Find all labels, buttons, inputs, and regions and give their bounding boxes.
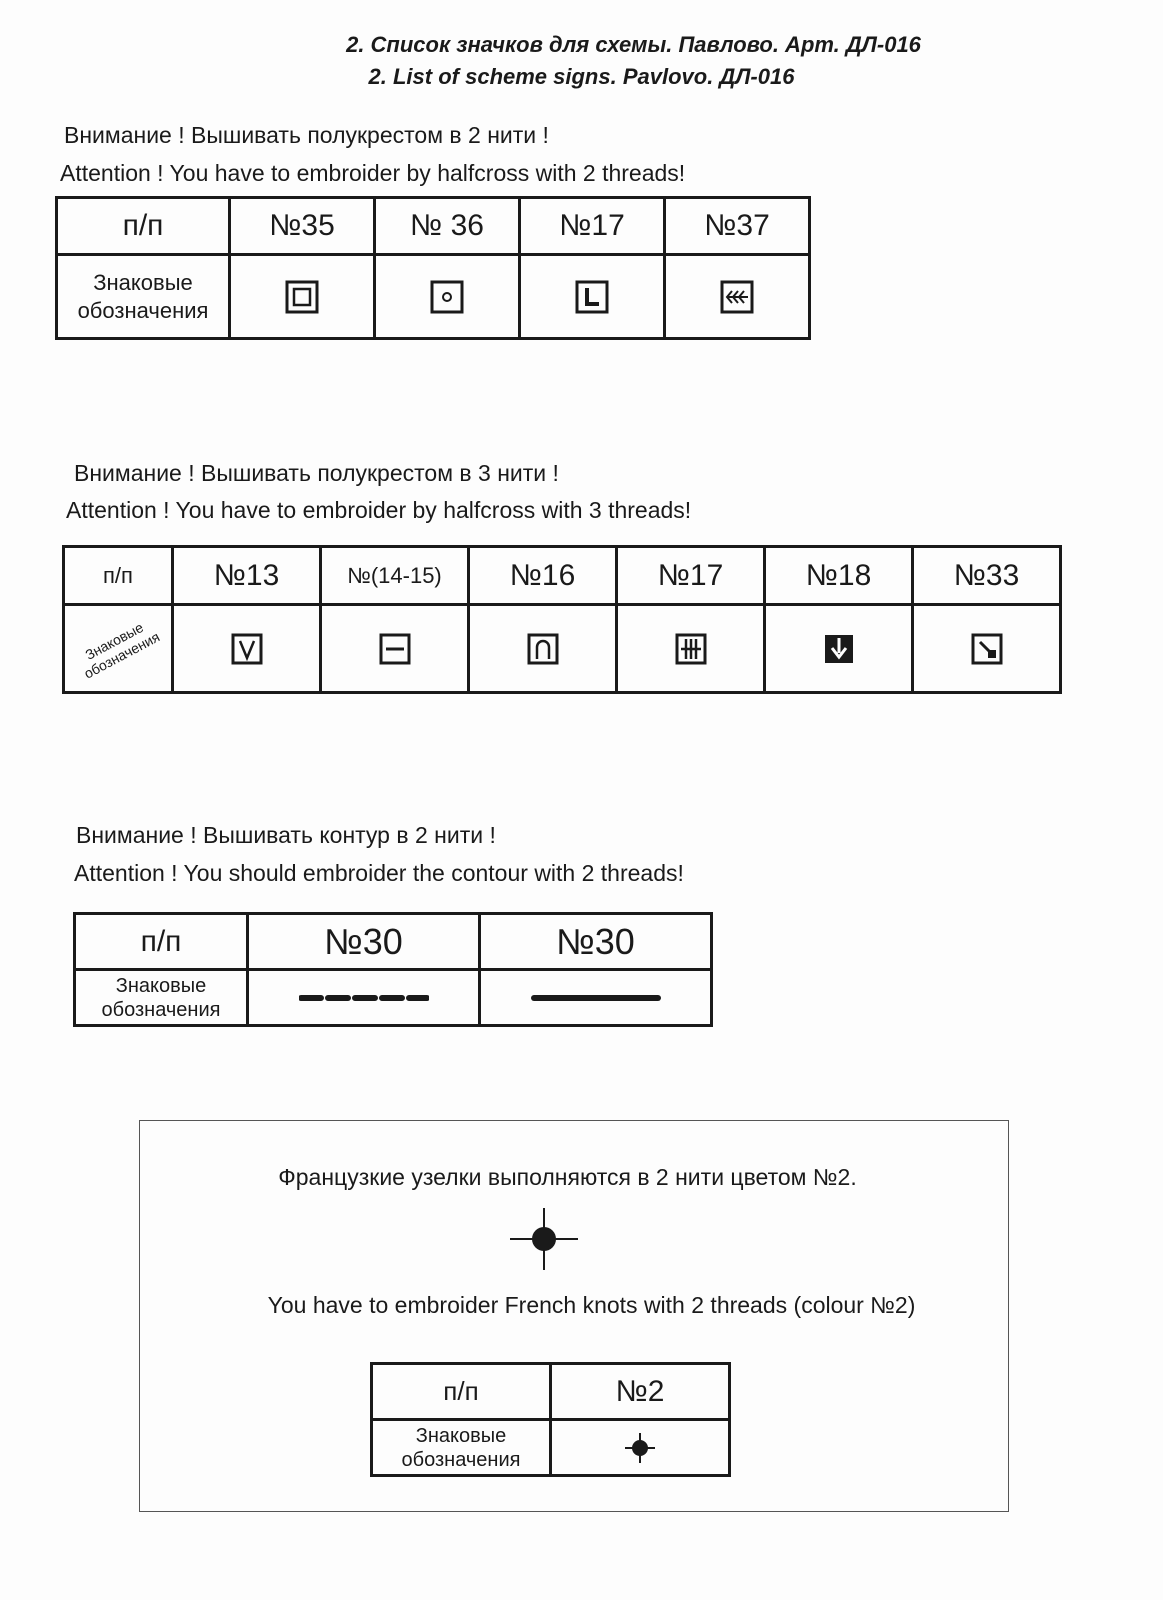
circle-in-square-icon [375, 255, 520, 339]
column-header: №33 [913, 547, 1061, 605]
section2-note-ru: Внимание ! Вышивать полукрестом в 3 нити ! [74, 460, 559, 486]
column-header: №17 [520, 198, 665, 255]
column-header: №37 [665, 198, 810, 255]
section3-note-en: Attention ! You should embroider the contour with 2 threads! [74, 860, 684, 886]
section2-note-en: Attention ! You have to embroider by halfcross with 3 threads! [66, 497, 692, 523]
square-in-square-icon [230, 255, 375, 339]
section3-note-ru: Внимание ! Вышивать контур в 2 нити ! [76, 822, 496, 848]
column-header: №30 [248, 914, 480, 970]
row-header: п/п [75, 914, 248, 970]
dashed-line-icon [248, 970, 480, 1026]
row-header: п/п [64, 547, 173, 605]
french-knot-icon [510, 1208, 578, 1270]
key-in-square-icon [913, 605, 1061, 693]
title-en: 2. List of scheme signs. Pavlovo. ДЛ-016 [368, 64, 795, 89]
section2-table [62, 545, 1062, 694]
column-header: №35 [230, 198, 375, 255]
row-label: Знаковые обозначения [75, 970, 248, 1026]
column-header: №30 [480, 914, 712, 970]
section1-note-en: Attention ! You have to embroider by halfcross with 2 threads! [60, 160, 686, 186]
title-ru: 2. Список значков для схемы. Павлово. Арт. ДЛ-016 [346, 32, 921, 57]
arch-in-square-icon [469, 605, 617, 693]
column-header: №17 [617, 547, 765, 605]
column-header: № 36 [375, 198, 520, 255]
row-label: Знаковые обозначения [81, 618, 163, 682]
column-header: №(14-15) [321, 547, 469, 605]
section3-table [73, 912, 713, 1027]
column-header: №13 [173, 547, 321, 605]
section4-table [370, 1362, 731, 1477]
v-in-square-icon [173, 605, 321, 693]
row-label: Знаковые обозначения [372, 1420, 551, 1476]
section1-note-ru: Внимание ! Вышивать полукрестом в 2 нити ! [64, 122, 549, 148]
section4-note-ru: Французкие узелки выполняются в 2 нити цветом №2. [278, 1164, 857, 1190]
down-arrow-in-square-icon [765, 605, 913, 693]
row-label-cell [64, 605, 173, 693]
bars-in-square-icon [617, 605, 765, 693]
french-knot-icon [551, 1420, 730, 1476]
solid-line-icon [480, 970, 712, 1026]
dash-in-square-icon [321, 605, 469, 693]
row-label: Знаковые обозначения [57, 255, 230, 339]
l-in-square-icon [520, 255, 665, 339]
section1-table [55, 196, 811, 340]
column-header: №16 [469, 547, 617, 605]
row-header: п/п [372, 1364, 551, 1420]
row-header: п/п [57, 198, 230, 255]
section4-note-en: You have to embroider French knots with 2 threads (colour №2) [267, 1292, 916, 1318]
arrows-in-square-icon [665, 255, 810, 339]
column-header: №2 [551, 1364, 730, 1420]
column-header: №18 [765, 547, 913, 605]
